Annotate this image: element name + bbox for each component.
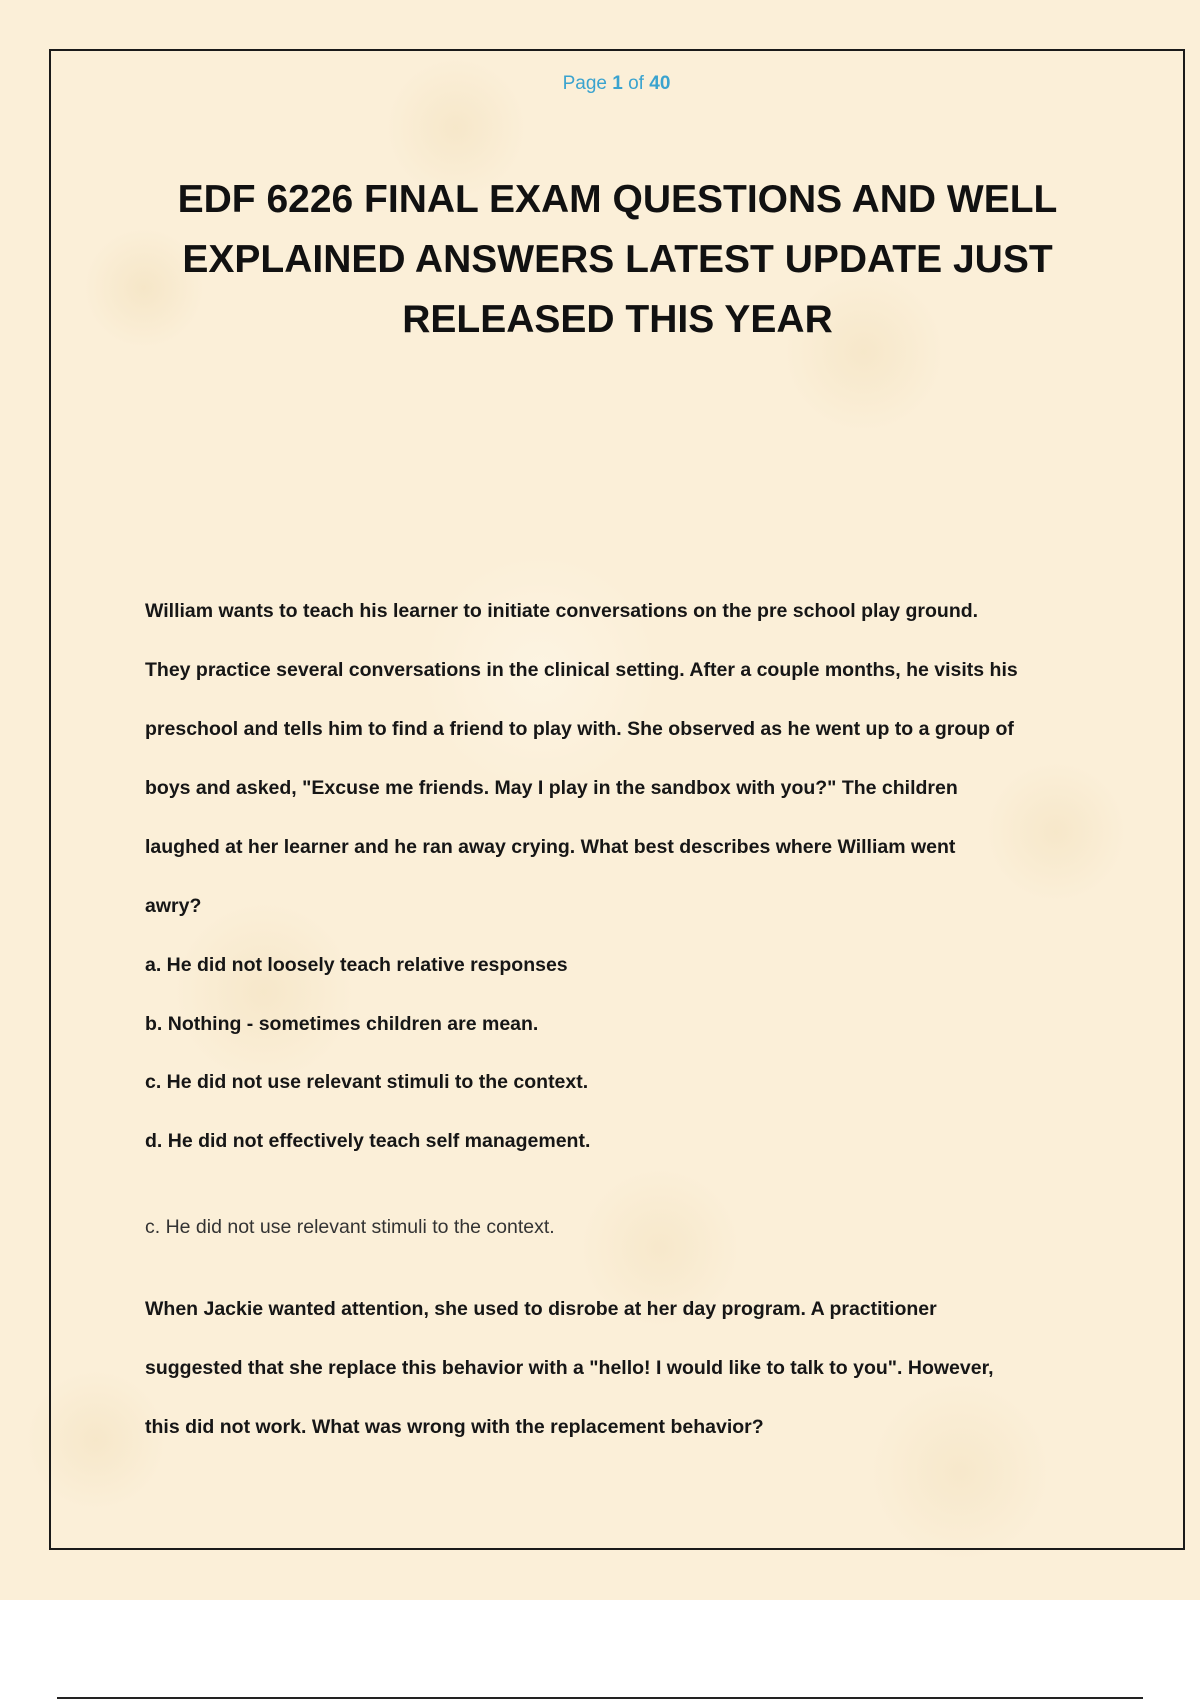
question-2-line-3: this did not work. What was wrong with the replacement behavior? [145, 1416, 764, 1438]
question-1-option-b: b. Nothing - sometimes children are mean. [145, 1013, 539, 1035]
question-1-option-c: c. He did not use relevant stimuli to the context. [145, 1071, 589, 1093]
title-line-1: EDF 6226 FINAL EXAM QUESTIONS AND WELL [177, 178, 1058, 221]
question-1-line-1: William wants to teach his learner to initiate conversations on the pre school play ground. [145, 600, 979, 622]
question-2-line-1: When Jackie wanted attention, she used to disrobe at her day program. A practitioner [145, 1298, 937, 1320]
question-1-option-a: a. He did not loosely teach relative responses [145, 954, 568, 976]
page-of: of [628, 73, 644, 94]
question-1-line-6: awry? [145, 895, 202, 917]
title-line-2: EXPLAINED ANSWERS LATEST UPDATE JUST [182, 238, 1053, 281]
page-current: 1 [612, 73, 623, 94]
page-number [0, 73, 1200, 95]
question-1-answer: c. He did not use relevant stimuli to the context. [145, 1216, 555, 1238]
question-1-line-4: boys and asked, "Excuse me friends. May I play in the sandbox with you?" The children [145, 777, 958, 799]
page-prefix: Page [562, 73, 607, 94]
title-line-3: RELEASED THIS YEAR [402, 298, 833, 341]
document-title [120, 170, 1115, 350]
page-total: 40 [649, 73, 671, 94]
question-1-option-d: d. He did not effectively teach self management. [145, 1130, 591, 1152]
question-1-line-3: preschool and tells him to find a friend to play with. She observed as he went up to a group of [145, 718, 1014, 740]
question-1-line-2: They practice several conversations in the clinical setting. After a couple months, he visits his [145, 659, 1018, 681]
question-1-line-5: laughed at her learner and he ran away crying. What best describes where William went [145, 836, 956, 858]
question-2-line-2: suggested that she replace this behavior with a "hello! I would like to talk to you". However, [145, 1357, 994, 1379]
footer-divider [57, 1697, 1143, 1699]
